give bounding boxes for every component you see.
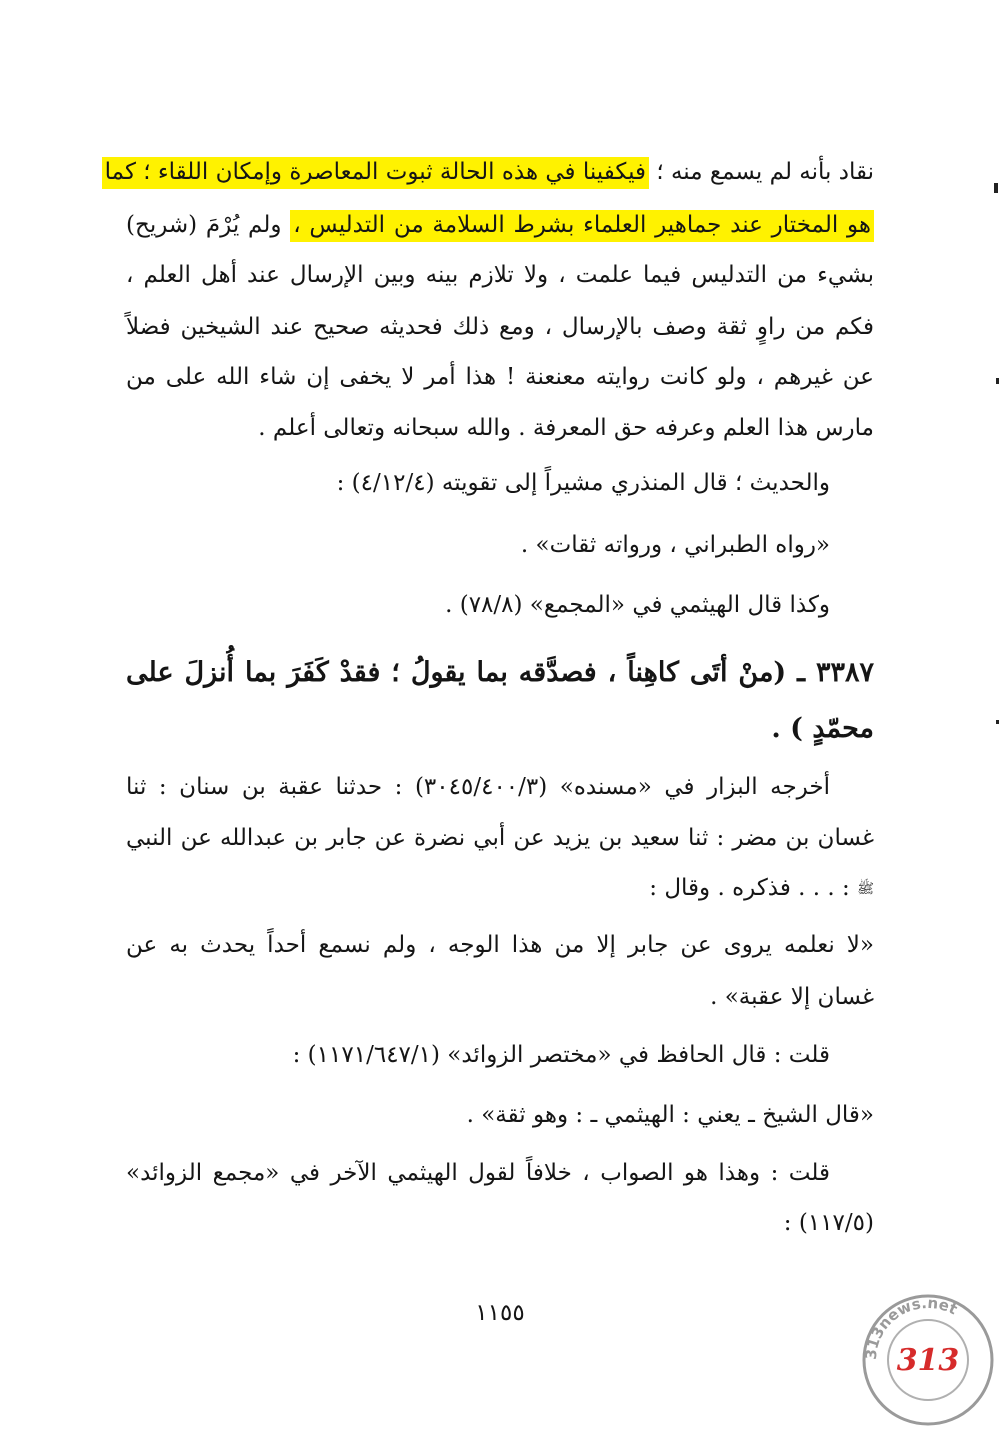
stamp-ring-text: 313news.net (861, 1293, 961, 1361)
text-line-1 (104, 157, 874, 187)
highlight-1: فيكفينا في هذه الحالة ثبوت المعاصرة وإمكان اللقاء ؛ كما (102, 157, 649, 189)
highlight-2: هو المختار عند جماهير العلماء بشرط السلامة من التدليس ، (290, 210, 874, 242)
text-line-8: «رواه الطبراني ، ورواته ثقات» . (520, 532, 830, 558)
margin-mark-top (994, 183, 998, 193)
text-line-17: قلت : قال الحافظ في «مختصر الزوائد» (١١٧١/٦٤٧/١) : (292, 1042, 830, 1068)
watermark-stamp (858, 1290, 998, 1430)
text-line-7: والحديث ؛ قال المنذري مشيراً إلى تقويته (٤/١٢/٤) : (336, 470, 830, 496)
text-line-12: أخرجه البزار في «مسنده» (٣٠٤٥/٤٠٠/٣) : حدثنا عقبة بن سنان : ثنا (126, 774, 830, 800)
pbuh-symbol: ﷺ (857, 881, 874, 897)
text-line-18: «قال الشيخ ـ يعني : الهيثمي ـ : وهو ثقة» . (466, 1102, 874, 1128)
margin-mark-lower (996, 720, 999, 724)
margin-mark-middle (996, 378, 999, 384)
text-line-16: غسان إلا عقبة» . (710, 984, 874, 1010)
text-line-19: قلت : وهذا هو الصواب ، خلافاً لقول الهيثمي الآخر في «مجمع الزوائد» (126, 1160, 830, 1186)
text-line-13: غسان بن مضر : ثنا سعيد بن يزيد عن أبي نضرة عن جابر بن عبدالله عن النبي (126, 825, 874, 851)
text-line-5: عن غيرهم ، ولو كانت روايته معنعنة ! هذا أمر لا يخفى إن شاء الله على من (126, 364, 874, 390)
text-line-4: فكم من راوٍ ثقة وصف بالإرسال ، ومع ذلك فحديثه صحيح عند الشيخين فضلاً (126, 314, 874, 340)
hadith-heading-line-1: ٣٣٨٧ ـ (منْ أتَى كاهِناً ، فصدَّقه بما يقولُ ؛ فقدْ كَفَرَ بما أُنزلَ على (126, 657, 874, 688)
text-line-20: (١١٧/٥) : (783, 1210, 874, 1236)
page-number: ١١٥٥ (475, 1300, 525, 1326)
text-line-9: وكذا قال الهيثمي في «المجمع» (٧٨/٨) . (445, 592, 830, 618)
text-line-6: مارس هذا العلم وعرفه حق المعرفة . والله سبحانه وتعالى أعلم . (258, 415, 874, 441)
hadith-heading-line-2: محمّدٍ ) . (771, 713, 874, 744)
text-line-1-plain: نقاد بأنه لم يسمع منه ؛ (649, 159, 874, 185)
text-line-3: بشيء من التدليس فيما علمت ، ولا تلازم بينه وبين الإرسال عند أهل العلم ، (126, 262, 874, 288)
text-line-14-plain: : . . . فذكره . وقال : (649, 875, 858, 901)
text-line-14 (126, 873, 874, 904)
stamp-logo-text: 313 (896, 1343, 960, 1378)
text-line-15: «لا نعلمه يروى عن جابر إلا من هذا الوجه ، ولم نسمع أحداً يحدث به عن (126, 932, 874, 958)
text-line-2-plain: ولم يُرْمَ (شريح) (126, 212, 291, 238)
text-line-2 (126, 210, 874, 240)
